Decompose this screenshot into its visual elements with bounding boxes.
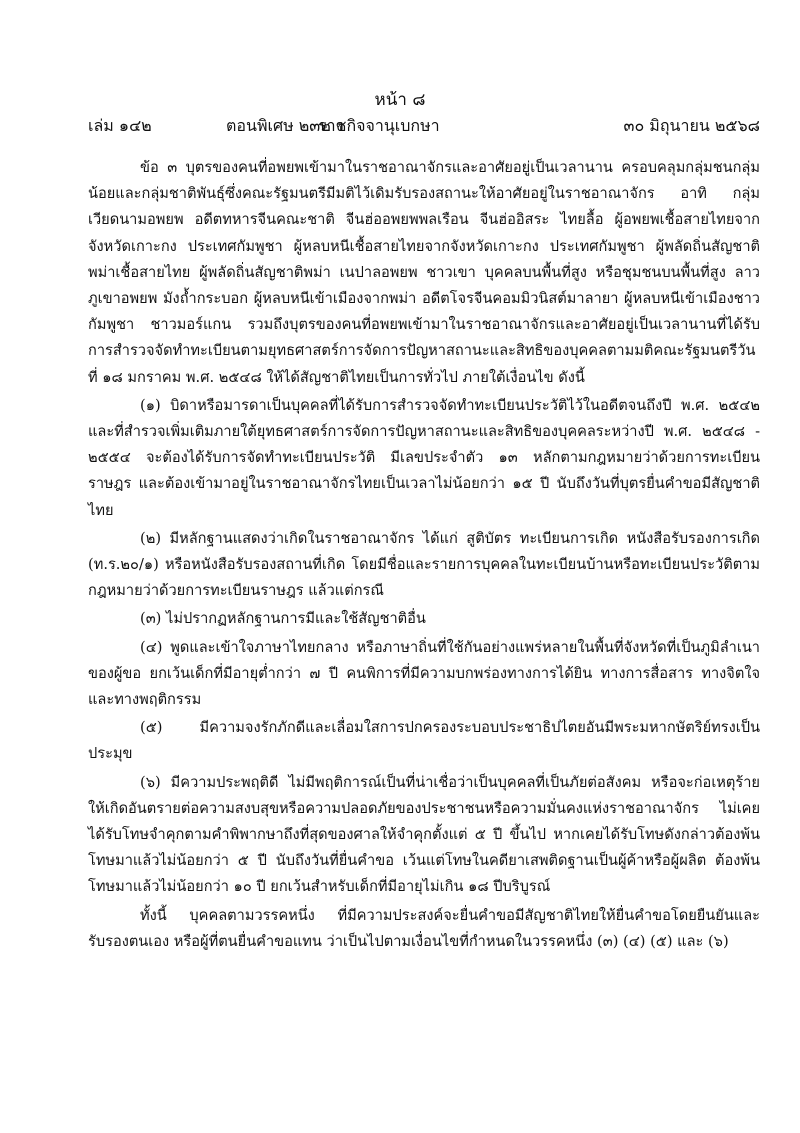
volume-number: เล่ม ๑๔๒ (88, 116, 152, 135)
condition-4: (๔) พูดและเข้าใจภาษาไทยกลาง หรือภาษาถิ่นที่ใช้กันอย่างแพร่หลายในพื้นที่จังหวัดที่เป็นภูมิลำเนาของผู้ขอ ยกเว้นเด็กที่มีอายุต่ำกว่า ๗ ปี คนพิการที่มีความบกพร่องทางการได้ยิน ทางการสื่อสาร ทางจิตใจ และทางพฤติกรรม (88, 638, 760, 709)
clause-3-paragraph: ข้อ ๓ บุตรของคนที่อพยพเข้ามาในราชอาณาจักรและอาศัยอยู่เป็นเวลานาน ครอบคลุมกลุ่มชนกลุ่มน้อยและกลุ่มชาติพันธุ์ซึ่งคณะรัฐมนตรีมีมติไว้เดิมรับรองสถานะให้อาศัยอยู่ในราชอาณาจักร อาทิ กลุ่มเวียดนามอพยพ อดีตทหารจีนคณะชาติ จีนฮ่ออพยพพลเรือน จีนฮ่ออิสระ ไทยลื้อ ผู้อพยพเชื้อสายไทยจากจังหวัดเกาะกง ประเทศกัมพูชา ผู้หลบหนีเชื้อสายไทยจากจังหวัดเกาะกง ประเทศกัมพูชา ผู้พลัดถิ่นสัญชาติพม่าเชื้อสายไทย ผู้พลัดถิ่นสัญชาติพม่า เนปาลอพยพ ชาวเขา บุคคลบนพื้นที่สูง หรือชุมชนบนพื้นที่สูง ลาวภูเขาอพยพ มังถ้ำกระบอก ผู้หลบหนีเข้าเมืองจากพม่า อดีตโจรจีนคอมมิวนิสต์มาลายา ผู้หลบหนีเข้าเมืองชาวกัมพูชา ชาวมอร์แกน รวมถึงบุตรของคนที่อพยพเข้ามาในราชอาณาจักรและอาศัยอยู่เป็นเวลานานที่ได้รับการสำรวจจัดทำทะเบียนตามยุทธศาสตร์การจัดการปัญหาสถานะและสิทธิของบุคคลตามมติคณะรัฐมนตรีวันที่ ๑๘ มกราคม พ.ศ. ๒๕๔๘ ให้ได้สัญชาติไทยเป็นการทั่วไป ภายใต้เงื่อนไข ดังนี้ (88, 159, 760, 386)
document-body (88, 155, 760, 957)
condition-2: (๒) มีหลักฐานแสดงว่าเกิดในราชอาณาจักร ได้แก่ สูติบัตร ทะเบียนการเกิด หนังสือรับรองการเกิด (ท.ร.๒๐/๑) หรือหนังสือรับรองสถานที่เกิด โดยมีชื่อและรายการบุคคลในทะเบียนบ้านหรือทะเบียนประวัติตามกฎหมายว่าด้วยการทะเบียนราษฎร แล้วแต่กรณี (88, 529, 760, 600)
gazette-title: ราชกิจจานุเบกษา (318, 116, 440, 135)
page-number: หน้า ๘ (374, 90, 426, 110)
condition-5: (๕) มีความจงรักภักดีและเลื่อมใสการปกครองระบอบประชาธิปไตยอันมีพระมหากษัตริย์ทรงเป็นประมุข (88, 719, 760, 763)
section-number: ตอนพิเศษ ๒๓๒ ง (226, 116, 344, 135)
condition-1: (๑) บิดาหรือมารดาเป็นบุคคลที่ได้รับการสำรวจจัดทำทะเบียนประวัติไว้ในอดีตจนถึงปี พ.ศ. ๒๕๔๒ และที่สำรวจเพิ่มเติมภายใต้ยุทธศาสตร์การจัดการปัญหาสถานะและสิทธิของบุคคลระหว่างปี พ.ศ. ๒๕๔๘ - ๒๕๕๔ จะต้องได้รับการจัดทำทะเบียนประวัติ มีเลขประจำตัว ๑๓ หลักตามกฎหมายว่าด้วยการทะเบียนราษฎร และต้องเข้ามาอยู่ในราชอาณาจักรไทยเป็นเวลาไม่น้อยกว่า ๑๕ ปี นับถึงวันที่บุตรยื่นคำขอมีสัญชาติไทย (88, 396, 760, 519)
condition-3: (๓) ไม่ปรากฏหลักฐานการมีและใช้สัญชาติอื่น (140, 610, 426, 628)
condition-6: (๖) มีความประพฤติดี ไม่มีพฤติการณ์เป็นที่น่าเชื่อว่าเป็นบุคคลที่เป็นภัยต่อสังคม หรือจะก่อเหตุร้ายให้เกิดอันตรายต่อความสงบสุขหรือความปลอดภัยของประชาชนหรือความมั่นคงแห่งราชอาณาจักร ไม่เคยได้รับโทษจำคุกตามคำพิพากษาถึงที่สุดของศาลให้จำคุกตั้งแต่ ๕ ปี ขึ้นไป หากเคยได้รับโทษดังกล่าวต้องพ้นโทษมาแล้วไม่น้อยกว่า ๕ ปี นับถึงวันที่ยื่นคำขอ เว้นแต่โทษในคดียาเสพติดฐานเป็นผู้ค้าหรือผู้ผลิต ต้องพ้นโทษมาแล้วไม่น้อยกว่า ๑๐ ปี ยกเว้นสำหรับเด็กที่มีอายุไม่เกิน ๑๘ ปีบริบูรณ์ (88, 773, 760, 896)
closing-paragraph: ทั้งนี้ บุคคลตามวรรคหนึ่ง ที่มีความประสงค์จะยื่นคำขอมีสัญชาติไทยให้ยื่นคำขอโดยยืนยันและรับรองตนเอง หรือผู้ที่ตนยื่นคำขอแทน ว่าเป็นไปตามเงื่อนไขที่กำหนดในวรรคหนึ่ง (๓) (๔) (๕) และ (๖) (88, 906, 760, 950)
publication-date: ๓๐ มิถุนายน ๒๕๖๘ (623, 116, 760, 135)
